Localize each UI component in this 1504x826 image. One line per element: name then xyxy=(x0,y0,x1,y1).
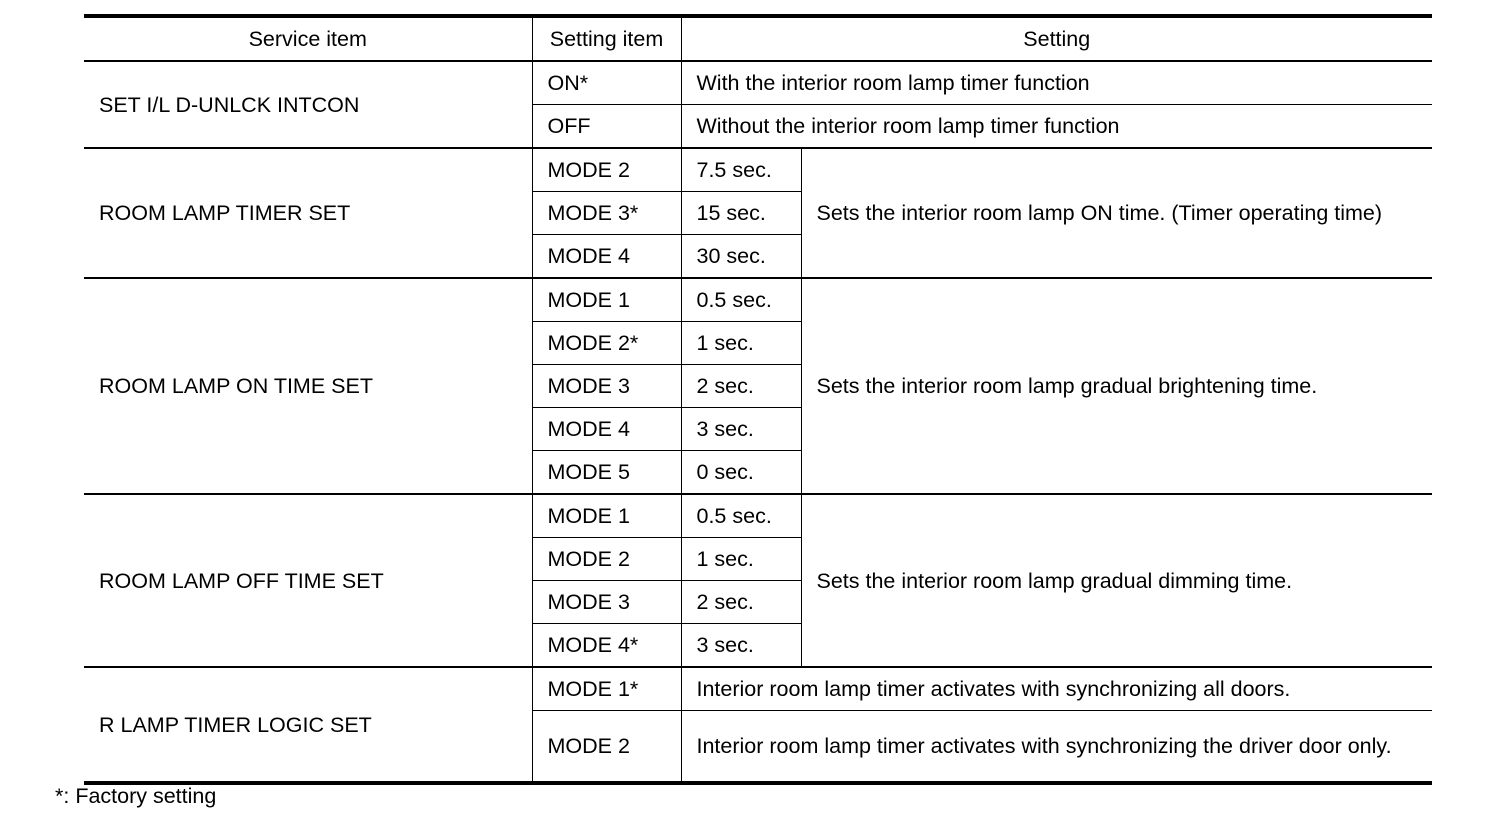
setting-item-cell: MODE 3* xyxy=(532,192,681,235)
service-settings-table xyxy=(84,14,1432,785)
footnote: *: Factory setting xyxy=(55,784,217,808)
table-row xyxy=(84,494,1432,538)
setting-item-cell: MODE 1* xyxy=(532,667,681,711)
header-setting: Setting xyxy=(681,16,1432,61)
setting-item-cell: MODE 2 xyxy=(532,148,681,192)
table-row xyxy=(84,61,1432,105)
setting-value-cell: 3 sec. xyxy=(681,624,801,668)
setting-cell: Interior room lamp timer activates with synchronizing the driver door only. xyxy=(681,711,1432,784)
table-row xyxy=(84,278,1432,322)
setting-value-cell: 3 sec. xyxy=(681,408,801,451)
setting-item-cell: MODE 2* xyxy=(532,322,681,365)
setting-item-cell: MODE 2 xyxy=(532,538,681,581)
setting-item-cell: MODE 4* xyxy=(532,624,681,668)
setting-cell: With the interior room lamp timer function xyxy=(681,61,1432,105)
setting-value-cell: 30 sec. xyxy=(681,235,801,279)
setting-value-cell: 0.5 sec. xyxy=(681,494,801,538)
setting-description-cell: Sets the interior room lamp gradual dimming time. xyxy=(801,494,1432,667)
setting-item-cell: MODE 2 xyxy=(532,711,681,784)
setting-item-cell: MODE 3 xyxy=(532,581,681,624)
table-row xyxy=(84,148,1432,192)
service-item-cell: ROOM LAMP TIMER SET xyxy=(84,148,532,278)
setting-value-cell: 7.5 sec. xyxy=(681,148,801,192)
service-item-cell: ROOM LAMP ON TIME SET xyxy=(84,278,532,494)
service-item-cell: SET I/L D-UNLCK INTCON xyxy=(84,61,532,148)
header-service-item: Service item xyxy=(84,16,532,61)
setting-item-cell: OFF xyxy=(532,105,681,149)
table-header-row xyxy=(84,16,1432,61)
setting-value-cell: 1 sec. xyxy=(681,322,801,365)
service-item-cell: R LAMP TIMER LOGIC SET xyxy=(84,667,532,783)
setting-value-cell: 2 sec. xyxy=(681,365,801,408)
header-setting-item: Setting item xyxy=(532,16,681,61)
setting-value-cell: 1 sec. xyxy=(681,538,801,581)
setting-item-cell: MODE 4 xyxy=(532,408,681,451)
setting-item-cell: MODE 1 xyxy=(532,278,681,322)
setting-item-cell: ON* xyxy=(532,61,681,105)
setting-item-cell: MODE 4 xyxy=(532,235,681,279)
setting-value-cell: 0 sec. xyxy=(681,451,801,495)
setting-value-cell: 0.5 sec. xyxy=(681,278,801,322)
table-row xyxy=(84,667,1432,711)
setting-item-cell: MODE 5 xyxy=(532,451,681,495)
setting-cell: Without the interior room lamp timer function xyxy=(681,105,1432,149)
setting-value-cell: 15 sec. xyxy=(681,192,801,235)
setting-description-cell: Sets the interior room lamp ON time. (Timer operating time) xyxy=(801,148,1432,278)
setting-item-cell: MODE 1 xyxy=(532,494,681,538)
setting-item-cell: MODE 3 xyxy=(532,365,681,408)
setting-cell: Interior room lamp timer activates with synchronizing all doors. xyxy=(681,667,1432,711)
setting-description-cell: Sets the interior room lamp gradual brightening time. xyxy=(801,278,1432,494)
setting-value-cell: 2 sec. xyxy=(681,581,801,624)
service-item-cell: ROOM LAMP OFF TIME SET xyxy=(84,494,532,667)
